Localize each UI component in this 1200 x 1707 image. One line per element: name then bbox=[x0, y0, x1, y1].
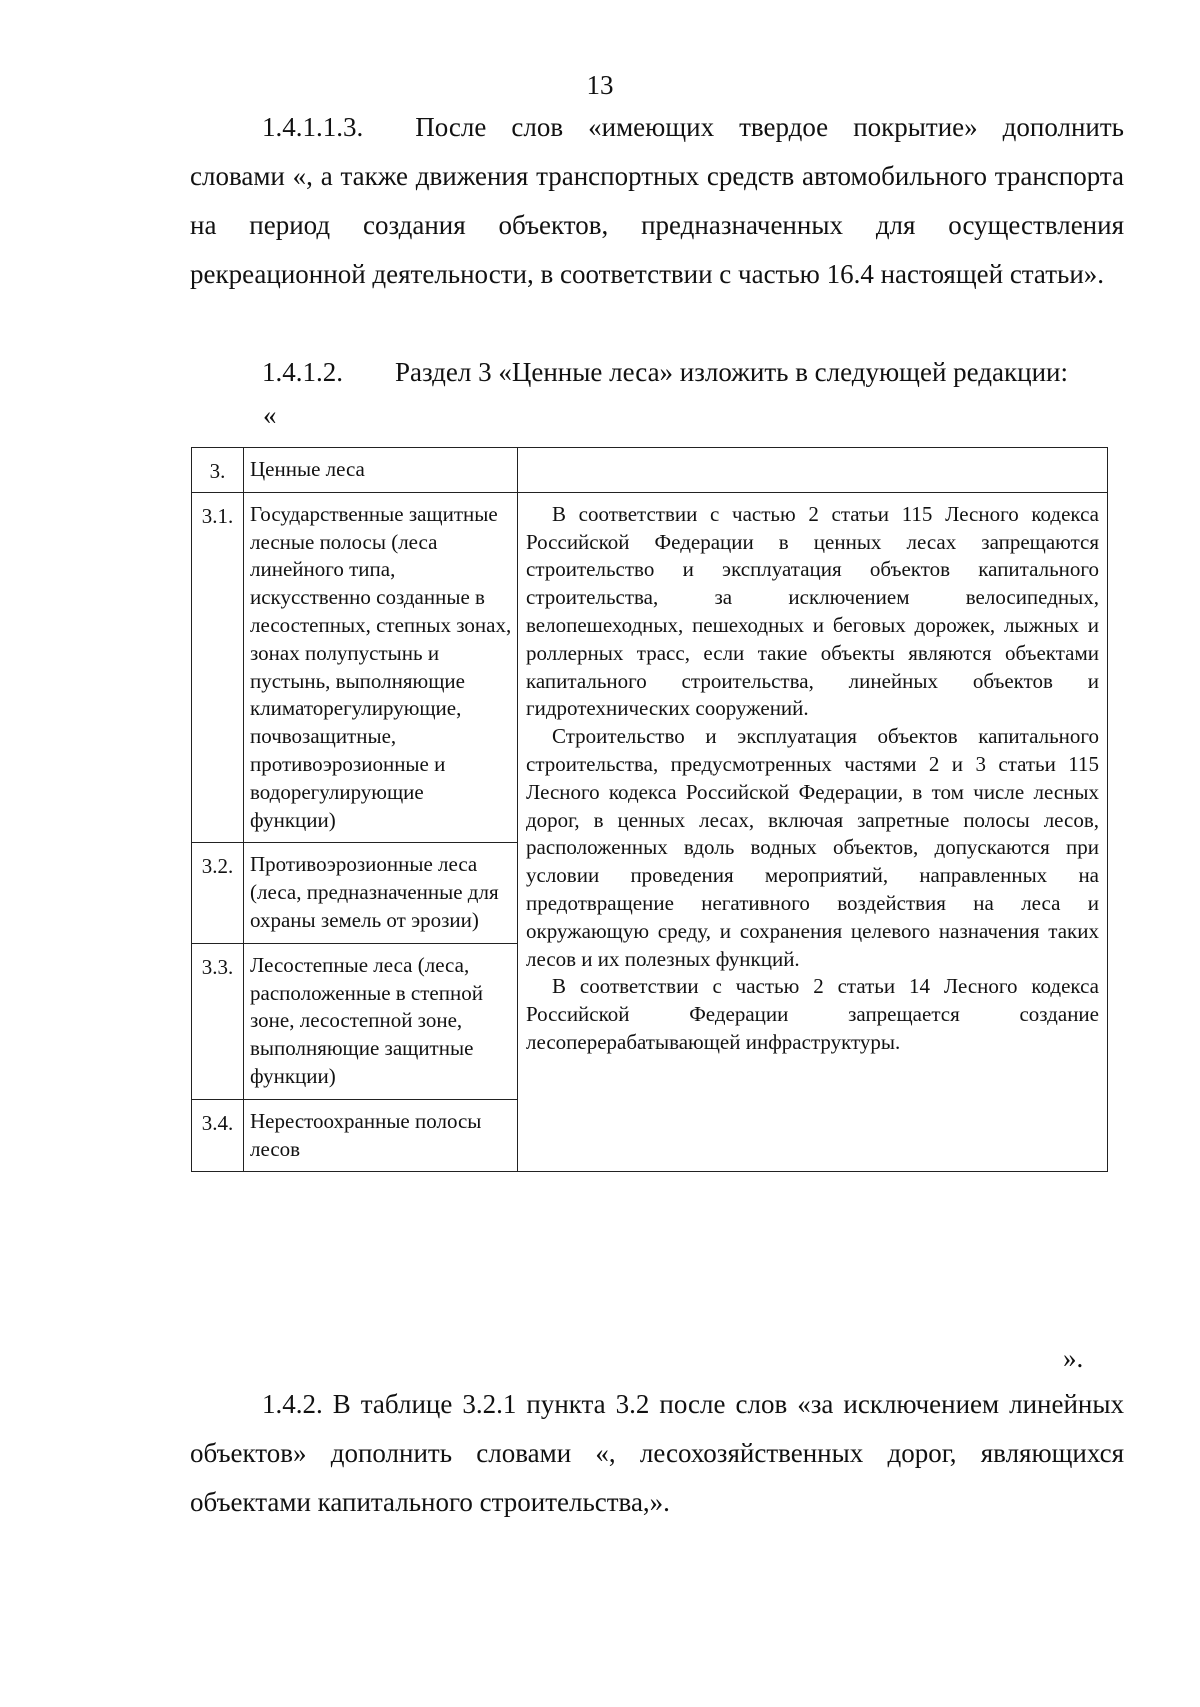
table-row bbox=[192, 492, 1108, 843]
closing-quote: ». bbox=[1063, 1343, 1084, 1373]
paragraph-text: Раздел 3 «Ценные леса» изложить в следующей редакции: bbox=[395, 357, 1068, 387]
paragraph-number: 1.4.1.1.3. bbox=[262, 112, 364, 142]
paragraph-text: После слов «имеющих твердое покрытие» дополнить словами «, а также движения транспортных средств автомобильного транспорта на период создания объектов, предназначенных для осуществления рекреационной деятельности, в соответствии с частью 16.4 настоящей статьи». bbox=[190, 112, 1124, 289]
forest-category: Государственные защитные лесные полосы (леса линейного типа, искусственно созданные в лесостепных, степных зонах, зонах полупустынь и пустынь, выполняющие климаторегулирующие, почвозащитные, противоэрозионные и водорегулирующие функции) bbox=[244, 492, 518, 843]
row-number: 3.3. bbox=[192, 943, 244, 1099]
row-number: 3.2. bbox=[192, 843, 244, 943]
forest-category: Лесостепные леса (леса, расположенные в степной зоне, лесостепной зоне, выполняющие защитные функции) bbox=[244, 943, 518, 1099]
table-header-row bbox=[192, 448, 1108, 493]
description-paragraph: Строительство и эксплуатация объектов капитального строительства, предусмотренных частями 2 и 3 статьи 115 Лесного кодекса Российской Федерации, в том числе лесных дорог, в ценных лесах, включая запретные полосы лесов, расположенных вдоль водных объектов, допускаются при условии проведения мероприятий, направленных на предотвращение негативного воздействия на леса и окружающую среду, и сохранения целевого назначения таких лесов и их полезных функций. bbox=[526, 724, 1099, 971]
paragraph-text: В таблице 3.2.1 пункта 3.2 после слов «за исключением линейных объектов» дополнить словами «, лесохозяйственных дорог, являющихся объектами капитального строительства,». bbox=[190, 1389, 1125, 1517]
empty-cell bbox=[518, 448, 1108, 493]
section-number: 3. bbox=[192, 448, 244, 493]
paragraph-number: 1.4.1.2. bbox=[262, 357, 343, 387]
valuable-forests-table bbox=[191, 447, 1108, 1172]
forest-category: Нерестоохранные полосы лесов bbox=[244, 1099, 518, 1172]
paragraph-1-4-1-2 bbox=[190, 348, 1124, 397]
restrictions-description bbox=[518, 492, 1108, 1172]
forest-category: Противоэрозионные леса (леса, предназначенные для охраны земель от эрозии) bbox=[244, 843, 518, 943]
row-number: 3.4. bbox=[192, 1099, 244, 1172]
paragraph-number: 1.4.2. bbox=[262, 1389, 323, 1419]
paragraph-1-4-1-1-3 bbox=[190, 103, 1124, 299]
paragraph-1-4-2 bbox=[190, 1380, 1124, 1527]
page-number: 13 bbox=[586, 70, 614, 100]
description-paragraph: В соответствии с частью 2 статьи 115 Лесного кодекса Российской Федерации в ценных лесах запрещаются строительство и эксплуатация объектов капитального строительства, за исключением велосипедных, велопешеходных, пешеходных и беговых дорожек, лыжных и роллерных трасс, если такие объекты являются объектами капитального строительства, линейных объектов и гидротехнических сооружений. bbox=[526, 501, 1099, 721]
opening-quote: « bbox=[263, 400, 277, 430]
section-title: Ценные леса bbox=[244, 448, 518, 493]
row-number: 3.1. bbox=[192, 492, 244, 843]
description-paragraph: В соответствии с частью 2 статьи 14 Лесного кодекса Российской Федерации запрещается создание лесоперерабатывающей инфраструктуры. bbox=[526, 974, 1099, 1054]
